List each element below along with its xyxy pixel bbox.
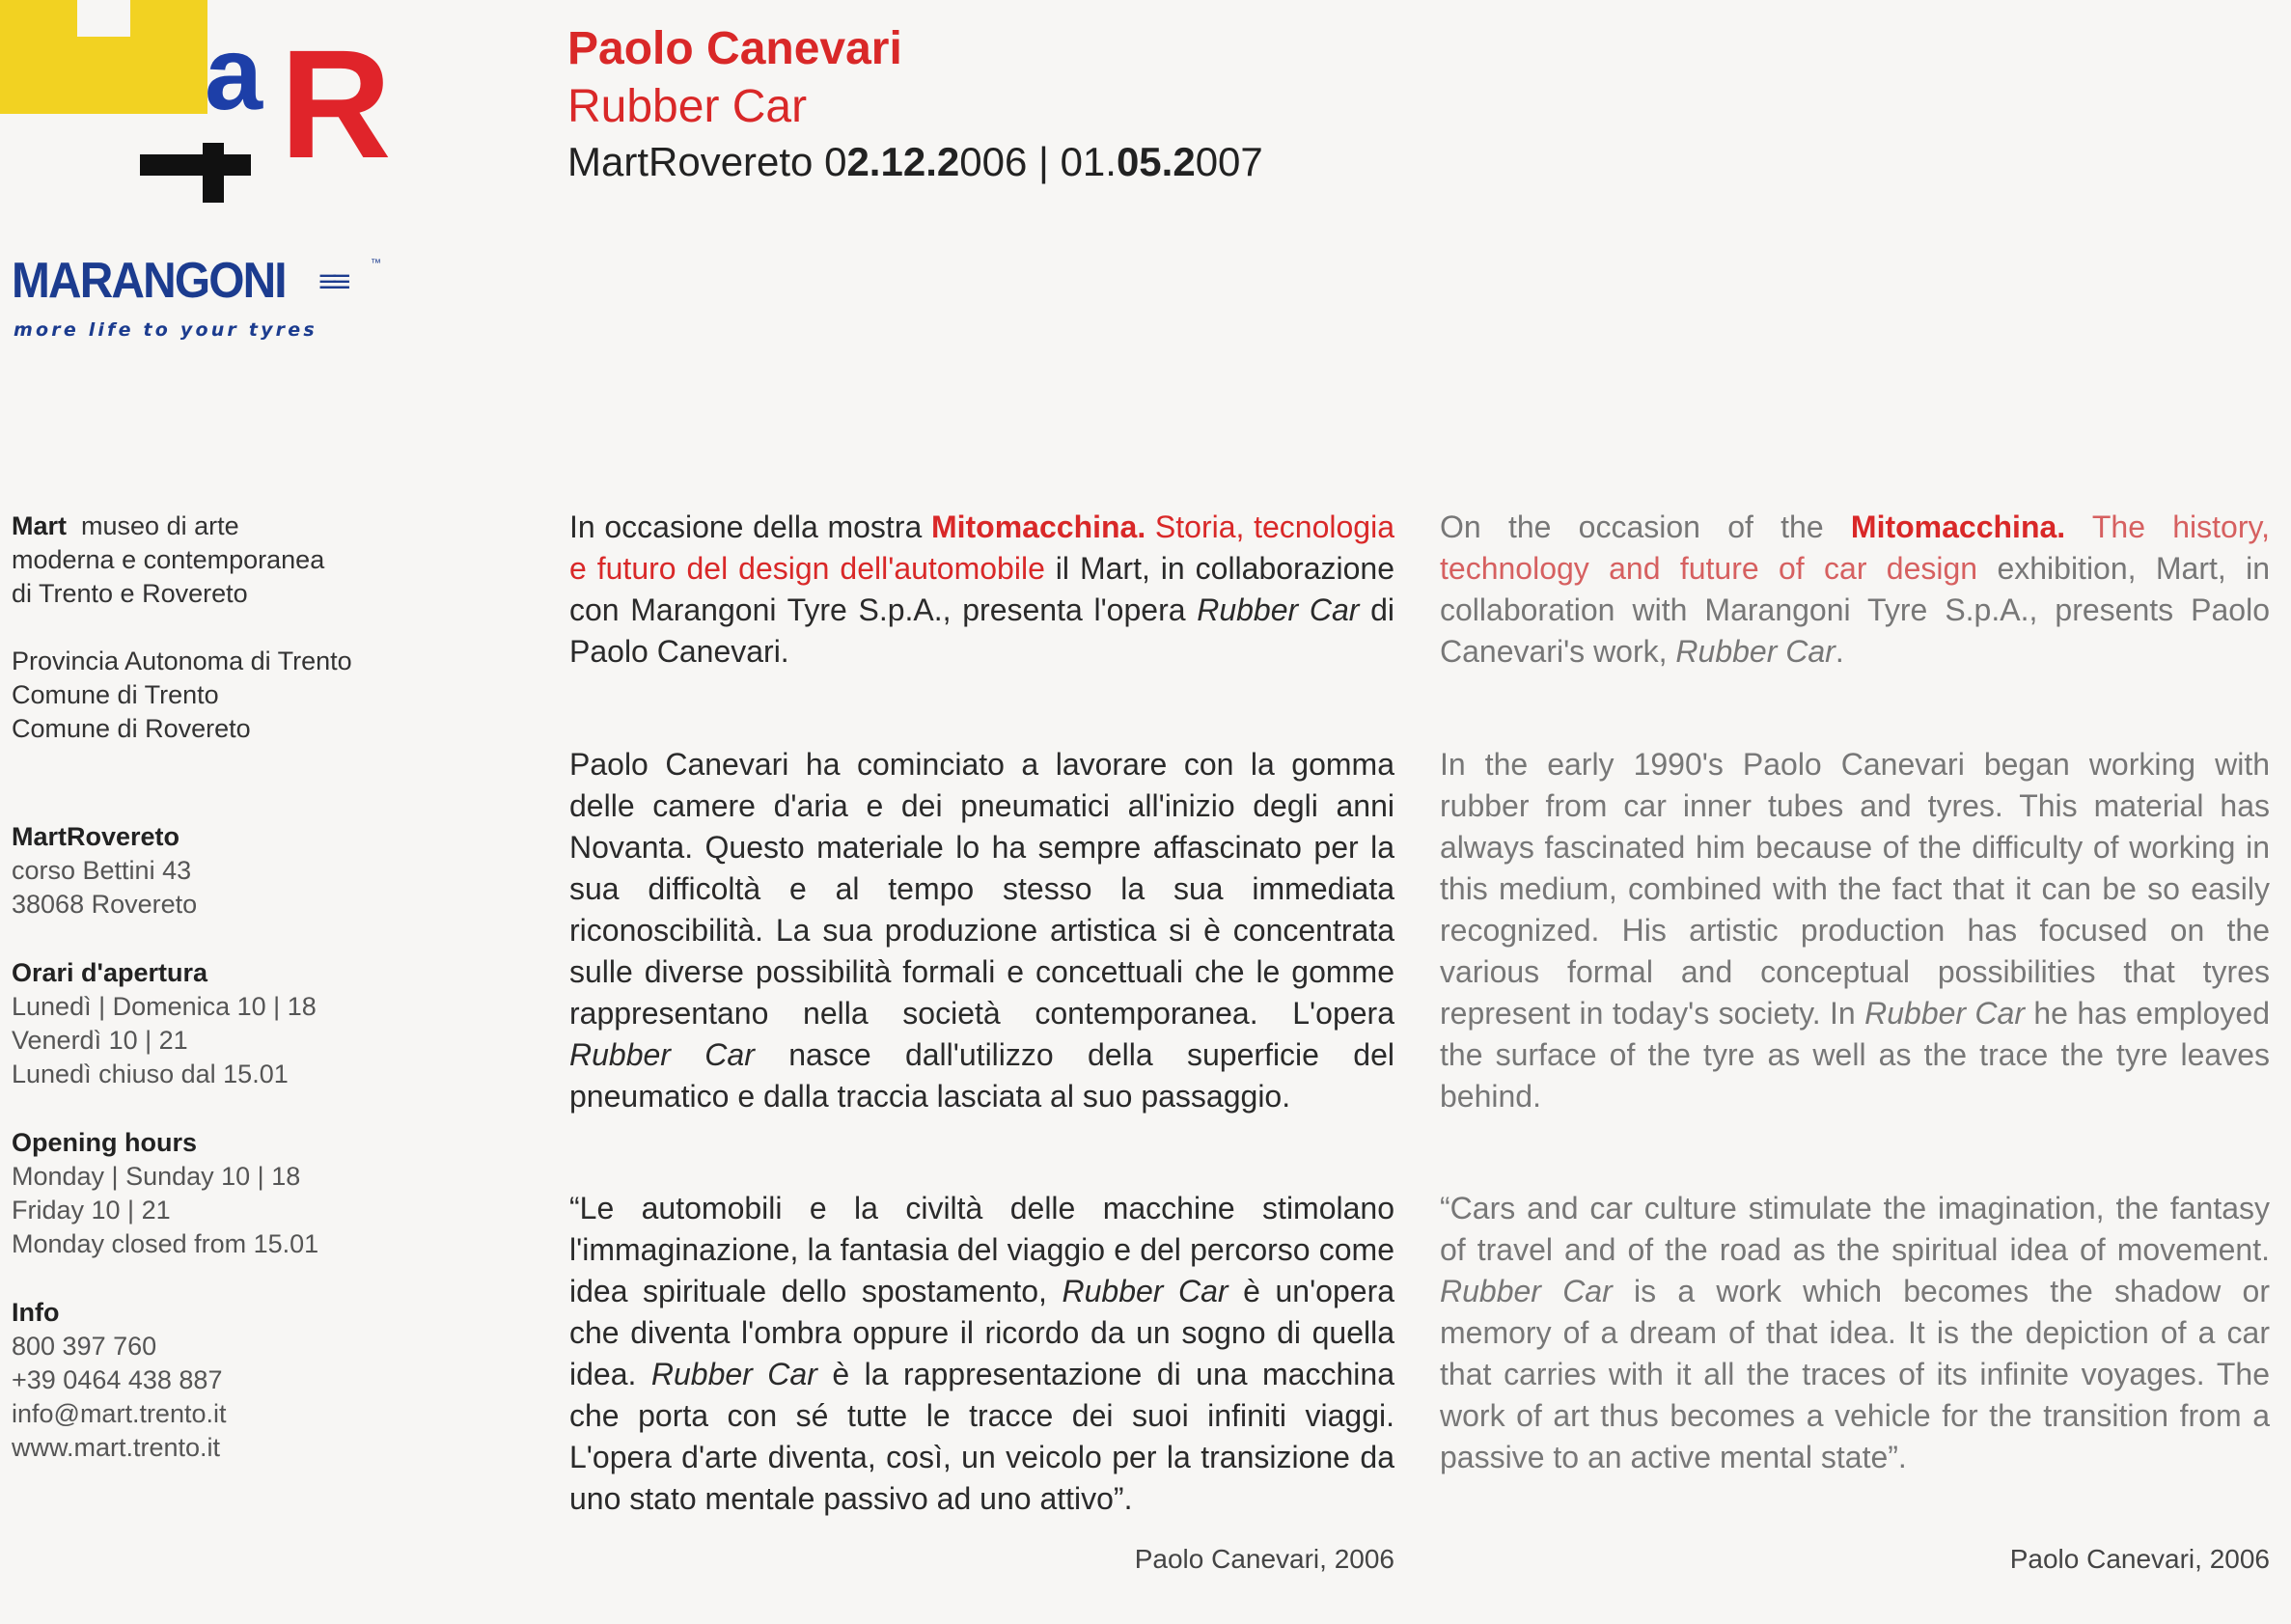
sponsor-slogan: more life to your tyres — [14, 319, 317, 341]
en-paragraph-intro: On the occasion of the Mitomacchina. The history, technology and future of car design exhibition, Mart, in collaboration with Marangoni Tyre S.p.A., presents Paolo Canevari's work, Rubber Car. — [1440, 509, 2271, 669]
it-signature: Paolo Canevari, 2006 — [1134, 1544, 1394, 1574]
marangoni-logo — [12, 253, 381, 343]
it-paragraph-bio: Paolo Canevari ha cominciato a lavorare con la gomma delle camere d'aria e dei pneumatici all'inizio degli anni Novanta. Questo materiale lo ha sempre affascinato per la sua difficoltà e al tempo stesso la sua immediata riconoscibilità. La sua produzione artistica si è concentrata sulle diverse possibilità formali e concettuali che le gomme rappresentano nella società contemporanea. L'opera Rubber Car nasce dall'utilizzo della superficie del pneumatico e dalla traccia lasciata al suo passaggio. — [569, 747, 1395, 1114]
trademark-symbol: ™ — [371, 258, 381, 269]
chevrons-icon: ≡≡ — [318, 263, 345, 300]
it-paragraph-intro: In occasione della mostra Mitomacchina. Storia, tecnologia e futuro del design dell'automobile il Mart, in collaborazione con Marangoni Tyre S.p.A., presenta l'opera Rubber Car di Paolo Canevari. — [569, 509, 1395, 669]
email-link: info@mart.trento.it — [12, 1399, 227, 1428]
exhibition-dates: MartRovereto 02.12.2006 | 01.05.2007 — [567, 139, 1263, 184]
logo-t-stem-shape — [203, 143, 224, 203]
artist-name: Paolo Canevari — [567, 23, 902, 74]
logo-t-bar-shape — [140, 154, 251, 176]
venue-address: MartRovereto corso Bettini 43 38068 Rovereto — [12, 822, 198, 919]
work-title: Rubber Car — [567, 81, 808, 132]
logo-letter-r: R — [280, 17, 388, 190]
museum-info: Mart museo di arte moderna e contemporanea di Trento e Rovereto — [12, 511, 325, 608]
en-signature: Paolo Canevari, 2006 — [2009, 1544, 2270, 1574]
it-paragraph-quote: “Le automobili e la civiltà delle macchine stimolano l'immaginazione, la fantasia del viaggio e del percorso come idea spirituale dello spostamento, Rubber Car è un'opera che diventa l'ombra oppure il ricordo da un sogno di quella idea. Rubber Car è la rappresentazione di una macchina che porta con sé tutte le tracce dei suoi infiniti viaggi. L'opera d'arte diventa, così, un veicolo per la transizione da uno stato mentale passivo ad uno attivo”. — [569, 1191, 1395, 1516]
mart-logo — [0, 0, 386, 207]
contact-info: Info 800 397 760 +39 0464 438 887 info@mart.trento.it www.mart.trento.it — [12, 1296, 227, 1465]
logo-letter-a: a — [205, 14, 263, 131]
partners-list: Provincia Autonoma di Trento Comune di Trento Comune di Rovereto — [12, 647, 352, 743]
en-paragraph-quote: “Cars and car culture stimulate the imagination, the fantasy of travel and of the road as the spiritual idea of movement. Rubber Car is a work which becomes the shadow or memory of a dream of that idea. It is the depiction of a car that carries with it all the traces of its infinite voyages. The work of art thus becomes a vehicle for the transition from a passive to an active mental state”. — [1440, 1191, 2271, 1474]
opening-hours-en: Opening hours Monday | Sunday 10 | 18 Friday 10 | 21 Monday closed from 15.01 — [12, 1128, 319, 1258]
logo-yellow-m-shape — [0, 0, 207, 114]
en-paragraph-bio: In the early 1990's Paolo Canevari began working with rubber from car inner tubes and tyres. This material has always fascinated him because of the difficulty of working in this medium, combined with the fact that it can be so easily recognized. His artistic production has focused on the various formal and conceptual possibilities that tyres represent in today's society. In Rubber Car he has employed the surface of the tyre as well as the trace the tyre leaves behind. — [1440, 747, 2271, 1114]
sponsor-name: MARANGONI — [12, 253, 286, 309]
website-link: www.mart.trento.it — [12, 1433, 221, 1462]
opening-hours-it: Orari d'apertura Lunedì | Domenica 10 | 18 Venerdì 10 | 21 Lunedì chiuso dal 15.01 — [12, 958, 317, 1088]
